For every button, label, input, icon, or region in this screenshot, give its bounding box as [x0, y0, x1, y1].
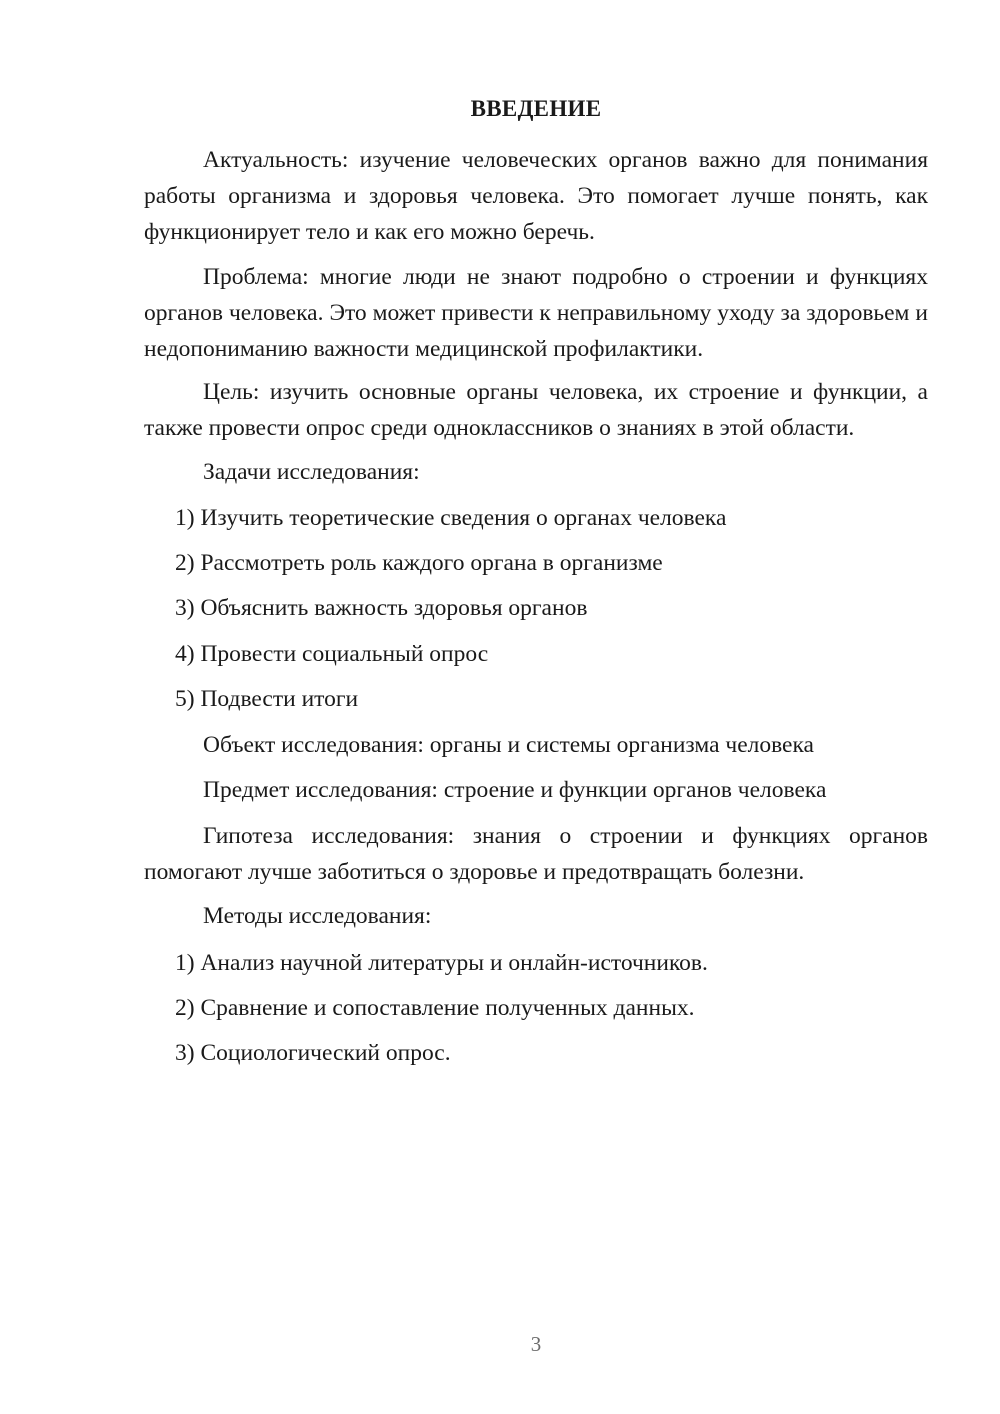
- tasks-heading: Задачи исследования:: [203, 459, 420, 485]
- task-item: 4) Провести социальный опрос: [175, 641, 489, 667]
- hypothesis-paragraph: Гипотеза исследования: знания о строении и функциях органов помогают лучше заботиться о здоровье и предотвращать болезни.: [144, 823, 928, 885]
- goal-paragraph: Цель: изучить основные органы человека, их строение и функции, а также провести опрос среди одноклассников о знаниях в этой области.: [144, 379, 928, 441]
- method-item: 2) Сравнение и сопоставление полученных данных.: [175, 995, 695, 1021]
- page-title: ВВЕДЕНИЕ: [470, 96, 602, 121]
- page-number: 3: [530, 1332, 542, 1356]
- task-item: 3) Объяснить важность здоровья органов: [175, 595, 588, 621]
- method-item: 1) Анализ научной литературы и онлайн-источников.: [175, 950, 708, 976]
- task-item: 1) Изучить теоретические сведения о органах человека: [175, 505, 727, 531]
- subject-line: Предмет исследования: строение и функции органов человека: [203, 777, 827, 803]
- task-item: 2) Рассмотреть роль каждого органа в организме: [175, 550, 663, 576]
- methods-heading: Методы исследования:: [203, 903, 432, 929]
- relevance-paragraph: Актуальность: изучение человеческих органов важно для понимания работы организма и здоровья человека. Это помогает лучше понять, как функционирует тело и как его можно беречь.: [144, 147, 928, 245]
- method-item: 3) Социологический опрос.: [175, 1040, 451, 1066]
- task-item: 5) Подвести итоги: [175, 686, 359, 712]
- object-line: Объект исследования: органы и системы организма человека: [203, 732, 814, 758]
- problem-paragraph: Проблема: многие люди не знают подробно о строении и функциях органов человека. Это может привести к неправильному уходу за здоровьем и недопониманию важности медицинской профилактики.: [144, 264, 928, 362]
